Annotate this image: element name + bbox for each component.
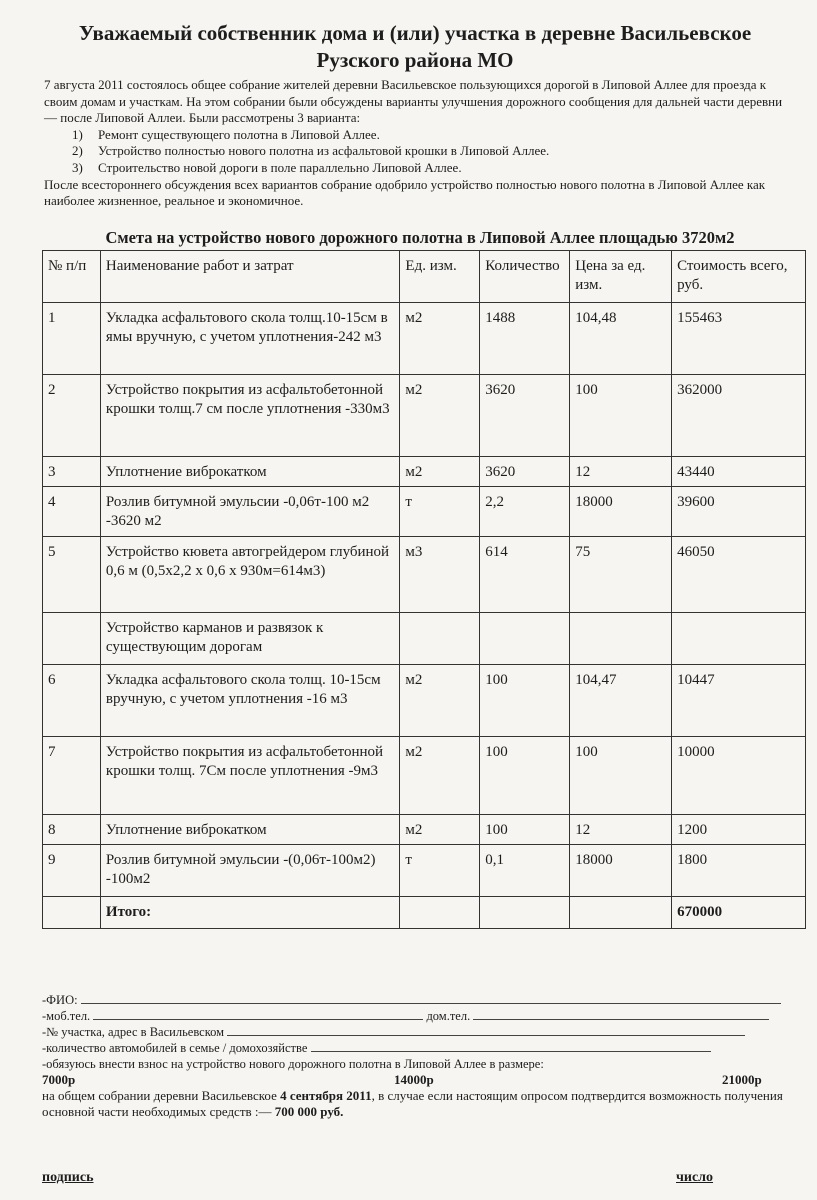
cell-price: 104,47 — [570, 665, 672, 737]
cell-cost: 46050 — [672, 537, 806, 613]
cell-num: 5 — [43, 537, 101, 613]
cell-qty: 3620 — [480, 375, 570, 457]
cell-unit — [400, 897, 480, 929]
meeting-date: 4 сентября 2011 — [280, 1088, 372, 1103]
home-phone-field[interactable] — [473, 1008, 769, 1020]
cell-cost: 1200 — [672, 815, 806, 845]
cell-unit: м3 — [400, 537, 480, 613]
amount-option[interactable]: 21000р — [722, 1072, 762, 1087]
table-row — [43, 303, 806, 375]
option-number: 2) — [72, 143, 83, 159]
header-price: Цена за ед. изм. — [570, 251, 672, 303]
cell-qty — [480, 613, 570, 665]
cars-label: -количество автомобилей в семье / домохозяйстве — [42, 1041, 308, 1055]
cell-price: 18000 — [570, 845, 672, 897]
cell-unit: м2 — [400, 815, 480, 845]
cell-name: Устройство покрытия из асфальтобетонной крошки толщ.7 см после уплотнения -330м3 — [100, 375, 400, 457]
estimate-title: Смета на устройство нового дорожного полотна в Липовой Аллее площадью 3720м2 — [105, 228, 735, 247]
plot-label: -№ участка, адрес в Васильевском — [42, 1025, 225, 1039]
table-row — [43, 375, 806, 457]
document-title — [20, 20, 810, 74]
cell-qty: 1488 — [480, 303, 570, 375]
cars-line — [42, 1040, 802, 1056]
intro-text — [44, 77, 784, 210]
table-row — [43, 665, 806, 737]
cell-name: Уплотнение виброкатком — [100, 457, 400, 487]
cell-price: 100 — [570, 375, 672, 457]
cell-qty — [480, 897, 570, 929]
cell-price — [570, 897, 672, 929]
cell-name: Укладка асфальтового скола толщ.10-15см в ямы вручную, с учетом уплотнения-242 м3 — [100, 303, 400, 375]
amount-option[interactable]: 14000р — [394, 1072, 434, 1087]
cars-field[interactable] — [311, 1040, 711, 1052]
cell-num — [43, 897, 101, 929]
cell-unit: т — [400, 845, 480, 897]
cell-cost: 362000 — [672, 375, 806, 457]
header-qty: Количество — [480, 251, 570, 303]
option-number: 1) — [72, 126, 83, 142]
cell-name: Устройство покрытия из асфальтобетонной крошки толщ. 7См после уплотнения -9м3 — [100, 737, 400, 815]
plot-line — [42, 1024, 802, 1040]
option-text: Строительство новой дороги в поле параллельно Липовой Аллее. — [98, 159, 462, 175]
cell-price: 104,48 — [570, 303, 672, 375]
pledge-amounts — [42, 1072, 802, 1088]
cell-price: 12 — [570, 457, 672, 487]
phone-line — [42, 1008, 802, 1024]
fio-field[interactable] — [81, 992, 781, 1004]
cell-cost: 155463 — [672, 303, 806, 375]
home-phone-label: дом.тел. — [426, 1009, 471, 1023]
signature-label: подпись — [42, 1170, 94, 1185]
plot-field[interactable] — [227, 1024, 745, 1036]
cell-qty: 100 — [480, 815, 570, 845]
title-line-2: Рузского района МО — [316, 48, 514, 72]
header-num: № п/п — [43, 251, 101, 303]
cell-cost: 10000 — [672, 737, 806, 815]
closing-part: , в случае если настоящим опросом подтвердится возможность получения основной части необходимых средств :— — [42, 1088, 783, 1119]
cell-num: 2 — [43, 375, 101, 457]
cell-qty: 100 — [480, 665, 570, 737]
survey-form — [42, 992, 802, 1120]
fio-line — [42, 992, 802, 1008]
title-line-1: Уважаемый собственник дома и (или) участка в деревне Васильевское — [78, 21, 752, 45]
options-list — [44, 127, 784, 177]
intro-paragraph-1: 7 августа 2011 состоялось общее собрание жителей деревни Васильевское пользующихся дорогой в Липовой Аллее для проезда к своим домам и участкам. На этом собрании были обсуждены варианты улучшения дорожного сообщения для дальней части деревни — после Липовой Аллеи. Были рассмотрены 3 варианта: — [44, 77, 783, 126]
cell-unit: м2 — [400, 375, 480, 457]
table-row — [43, 537, 806, 613]
cell-num: 1 — [43, 303, 101, 375]
cell-unit: м2 — [400, 665, 480, 737]
cell-qty: 3620 — [480, 457, 570, 487]
closing-text — [42, 1088, 802, 1120]
mob-phone-label: -моб.тел. — [42, 1009, 91, 1023]
required-sum: 700 000 руб. — [274, 1104, 344, 1119]
cell-num: 9 — [43, 845, 101, 897]
header-unit: Ед. изм. — [400, 251, 480, 303]
closing-part: на общем собрании деревни Васильевское — [42, 1088, 281, 1103]
cell-name: Устройство кювета автогрейдером глубиной 0,6 м (0,5х2,2 х 0,6 х 930м=614м3) — [100, 537, 400, 613]
table-row — [43, 613, 806, 665]
date-label: число — [676, 1170, 714, 1185]
cell-num: 3 — [43, 457, 101, 487]
mob-phone-field[interactable] — [93, 1008, 423, 1020]
cell-unit: м2 — [400, 737, 480, 815]
fio-label: -ФИО: — [42, 993, 78, 1007]
option-item — [72, 160, 784, 177]
cell-qty: 100 — [480, 737, 570, 815]
option-number: 3) — [72, 159, 83, 175]
cell-num: 6 — [43, 665, 101, 737]
cell-name: Розлив битумной эмульсии -(0,06т-100м2) -100м2 — [100, 845, 400, 897]
table-row — [43, 457, 806, 487]
cell-qty: 2,2 — [480, 487, 570, 537]
cell-price: 12 — [570, 815, 672, 845]
amount-option[interactable]: 7000р — [42, 1072, 76, 1087]
cell-unit: т — [400, 487, 480, 537]
header-name: Наименование работ и затрат — [100, 251, 400, 303]
cell-name: Устройство карманов и развязок к существующим дорогам — [100, 613, 400, 665]
table-row — [43, 845, 806, 897]
cell-name: Уплотнение виброкатком — [100, 815, 400, 845]
option-item — [72, 143, 784, 160]
cell-price: 75 — [570, 537, 672, 613]
cell-unit — [400, 613, 480, 665]
cell-cost: 10447 — [672, 665, 806, 737]
table-row — [43, 815, 806, 845]
table-header-row — [43, 251, 806, 303]
cell-num: 8 — [43, 815, 101, 845]
header-cost: Стоимость всего, руб. — [672, 251, 806, 303]
cell-qty: 614 — [480, 537, 570, 613]
pledge-label: -обязуюсь внести взнос на устройство нового дорожного полотна в Липовой Аллее в размере: — [42, 1057, 544, 1071]
total-value: 670000 — [672, 897, 806, 929]
cell-num — [43, 613, 101, 665]
cell-price: 18000 — [570, 487, 672, 537]
cell-price — [570, 613, 672, 665]
option-item — [72, 127, 784, 144]
table-total-row — [43, 897, 806, 929]
estimate-table — [42, 250, 806, 929]
cell-price: 100 — [570, 737, 672, 815]
cell-name: Укладка асфальтового скола толщ. 10-15см вручную, с учетом уплотнения -16 м3 — [100, 665, 400, 737]
table-row — [43, 487, 806, 537]
table-row — [43, 737, 806, 815]
cell-cost — [672, 613, 806, 665]
cell-name: Розлив битумной эмульсии -0,06т-100 м2 -3620 м2 — [100, 487, 400, 537]
pledge-line — [42, 1056, 802, 1072]
option-text: Ремонт существующего полотна в Липовой Аллее. — [98, 126, 380, 142]
cell-num: 4 — [43, 487, 101, 537]
cell-unit: м2 — [400, 457, 480, 487]
cell-num: 7 — [43, 737, 101, 815]
cell-qty: 0,1 — [480, 845, 570, 897]
total-label: Итого: — [100, 897, 400, 929]
intro-paragraph-2: После всестороннего обсуждения всех вариантов собрание одобрило устройство полностью нового полотна в Липовой Аллее как наиболее жизненное, реальное и экономичное. — [44, 176, 766, 209]
cell-cost: 43440 — [672, 457, 806, 487]
cell-cost: 1800 — [672, 845, 806, 897]
cell-cost: 39600 — [672, 487, 806, 537]
option-text: Устройство полностью нового полотна из асфальтовой крошки в Липовой Аллее. — [98, 143, 550, 159]
cell-unit: м2 — [400, 303, 480, 375]
